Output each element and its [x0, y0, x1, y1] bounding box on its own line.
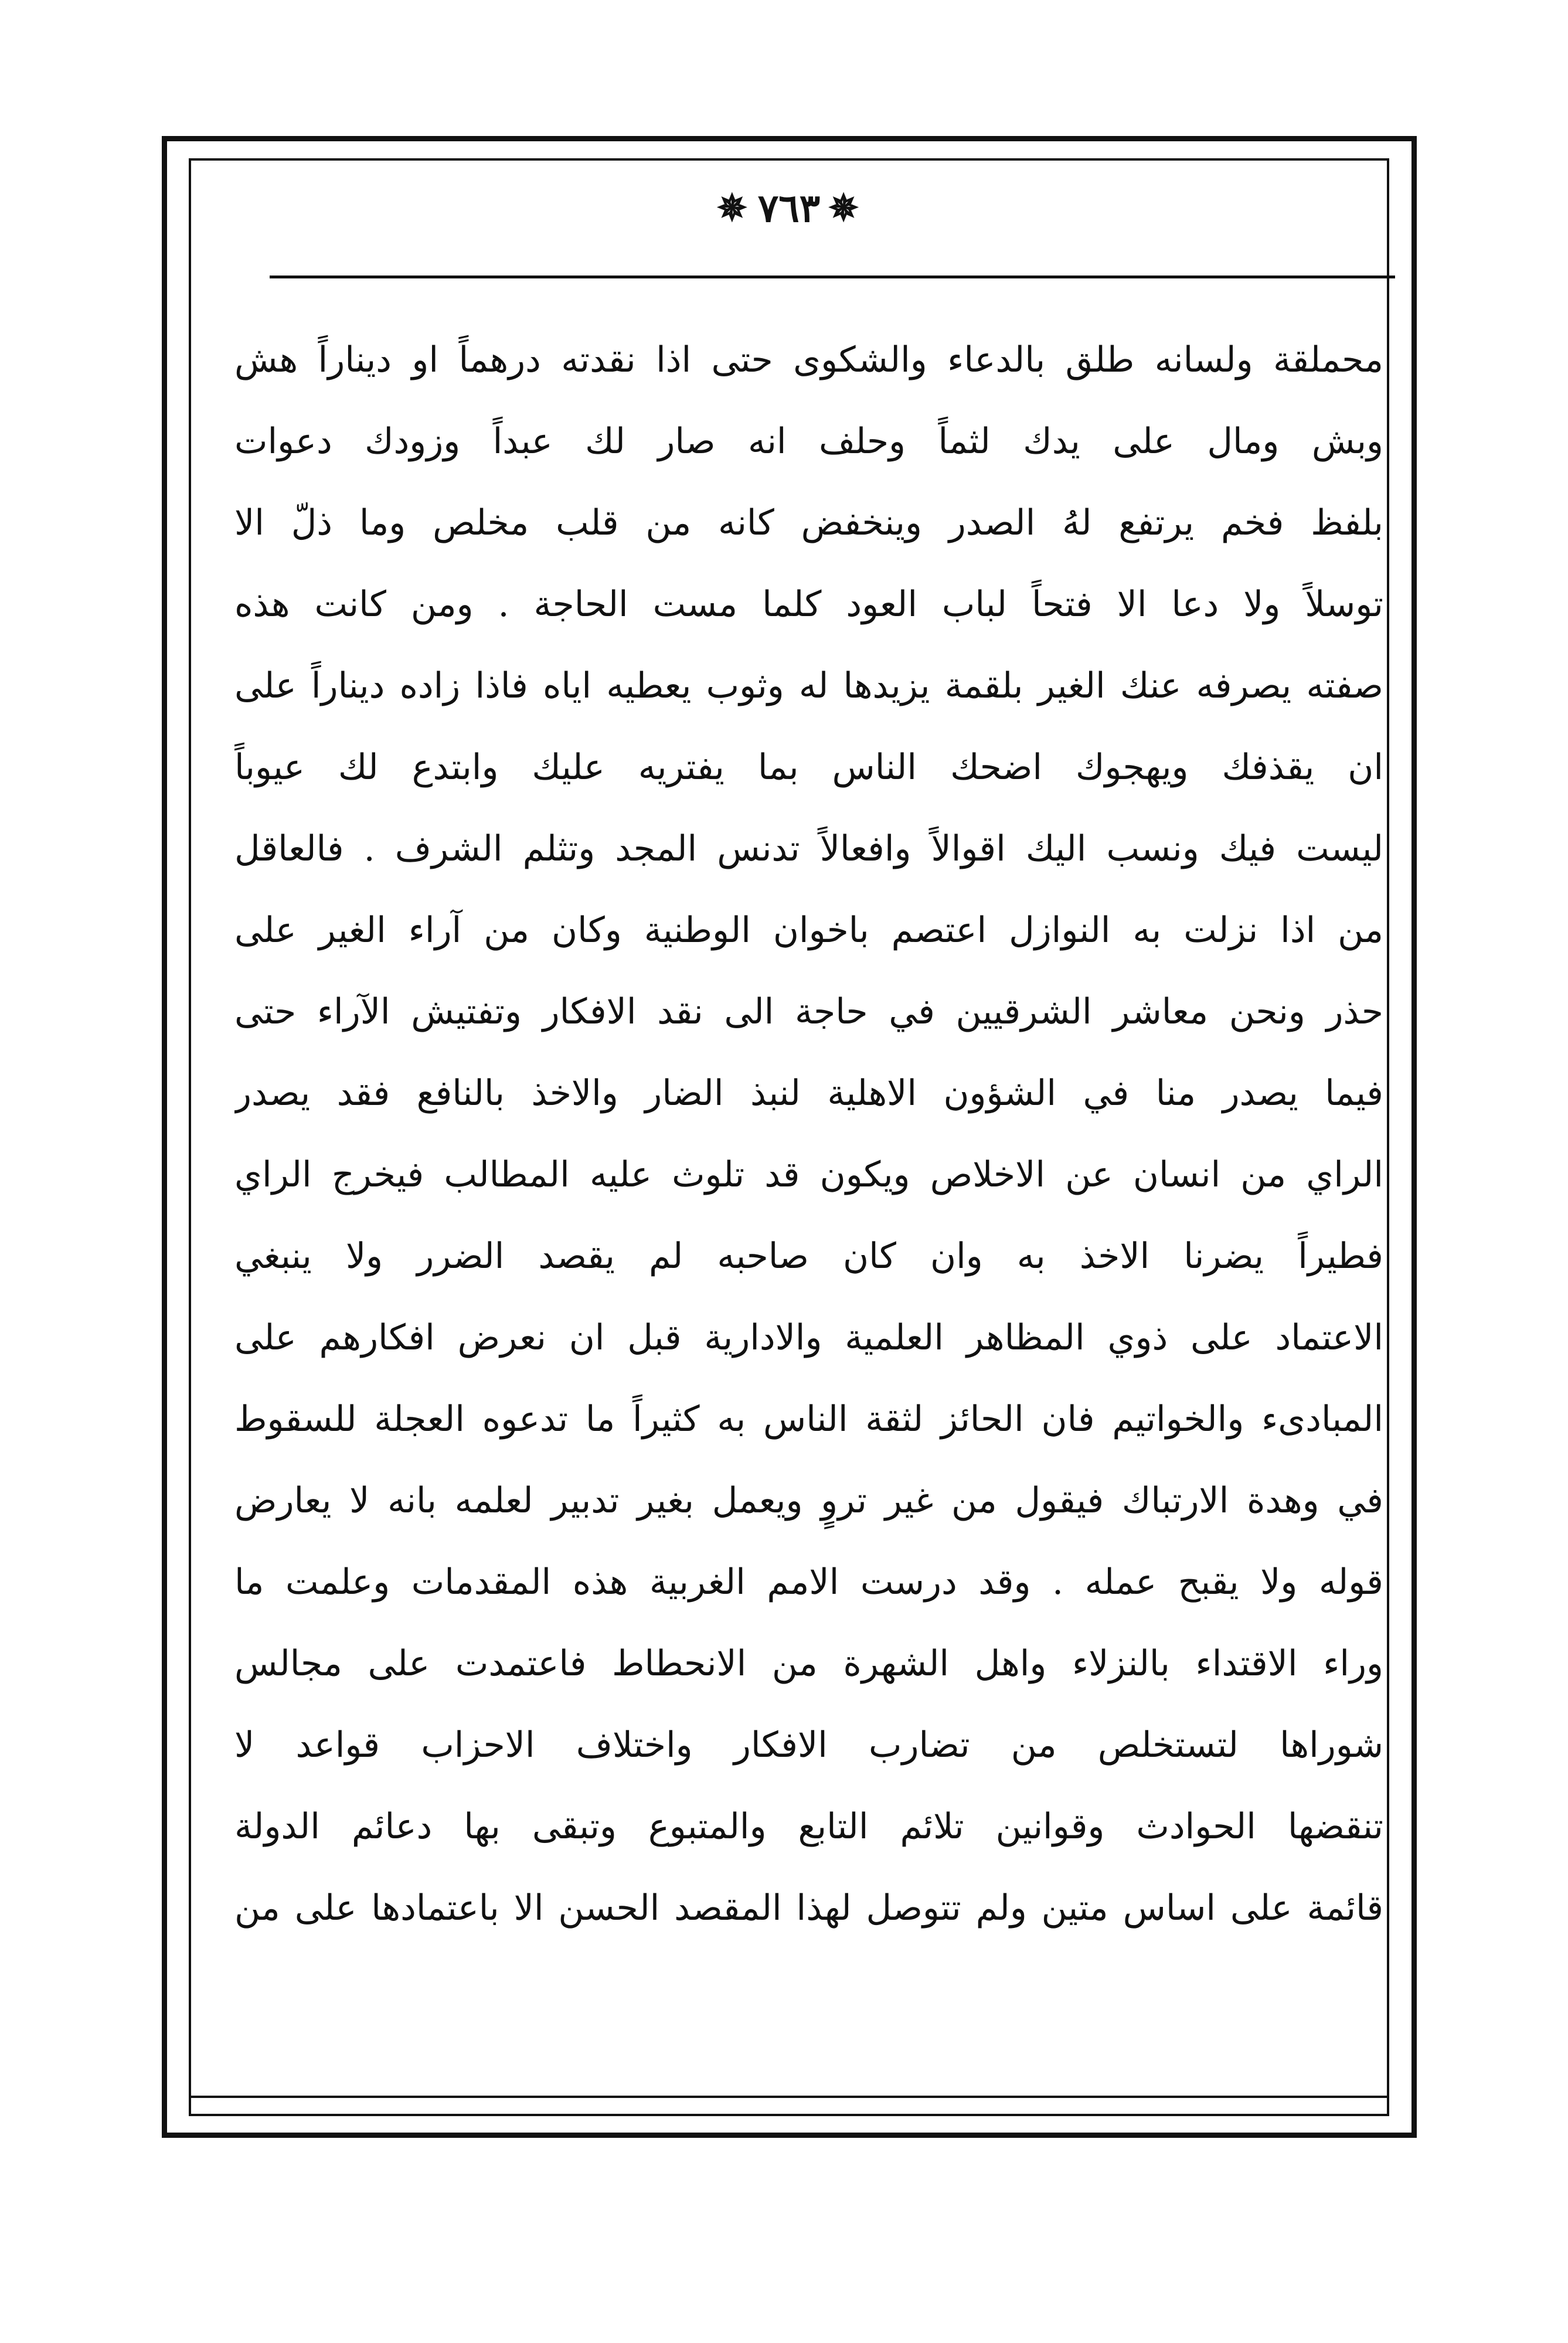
page-number-group — [717, 185, 861, 231]
text-line: حذر ونحن معاشر الشرقيين في حاجة الى نقد الافكار وتفتيش الآراء حتى — [234, 991, 1383, 1032]
header-rule — [270, 276, 1395, 278]
text-line: وبش ومال على يدك لثماً وحلف انه صار لك عبداً وزودك دعوات — [234, 421, 1383, 462]
text-line: في وهدة الارتباك فيقول من غير تروٍ ويعمل بغير تدبير لعلمه بانه لا يعارض — [234, 1480, 1383, 1521]
text-line: فيما يصدر منا في الشؤون الاهلية لنبذ الضار والاخذ بالنافع فقد يصدر — [234, 1073, 1383, 1114]
text-line: قائمة على اساس متين ولم تتوصل لهذا المقصد الحسن الا باعتمادها على من — [234, 1888, 1383, 1929]
text-line: المبادىء والخواتيم فان الحائز لثقة الناس به كثيراً ما تدعوه العجلة للسقوط — [234, 1399, 1383, 1440]
text-line: توسلاً ولا دعا الا فتحاً لباب العود كلما مست الحاجة . ومن كانت هذه — [234, 584, 1383, 625]
text-line: محملقة ولسانه طلق بالدعاء والشكوى حتى اذا نقدته درهماً او ديناراً هش — [234, 339, 1383, 380]
text-line: قوله ولا يقبح عمله . وقد درست الامم الغربية هذه المقدمات وعلمت ما — [234, 1562, 1383, 1603]
text-line: تنقضها الحوادث وقوانين تلائم التابع والمتبوع وتبقى بها دعائم الدولة — [234, 1806, 1383, 1847]
text-line: من اذا نزلت به النوازل اعتصم باخوان الوطنية وكان من آراء الغير على — [234, 910, 1383, 951]
text-line: الراي من انسان عن الاخلاص ويكون قد تلوث عليه المطالب فيخرج الراي — [234, 1154, 1383, 1195]
bottom-rule — [189, 2096, 1389, 2098]
body-text — [234, 319, 1383, 1949]
ornament-left-icon: ✵ — [716, 186, 750, 229]
text-line: فطيراً يضرنا الاخذ به وان كان صاحبه لم يقصد الضرر ولا ينبغي — [234, 1236, 1383, 1277]
text-line: صفته يصرفه عنك الغير بلقمة يزيدها له وثوب يعطيه اياه فاذا زاده ديناراً على — [234, 665, 1383, 706]
page-header — [189, 176, 1389, 240]
ornament-right-icon: ✵ — [828, 186, 862, 229]
text-line: بلفظ فخم يرتفع لهُ الصدر وينخفض كانه من قلب مخلص وما ذلّ الا — [234, 502, 1383, 543]
text-line: وراء الاقتداء بالنزلاء واهل الشهرة من الانحطاط فاعتمدت على مجالس — [234, 1643, 1383, 1684]
text-line: شوراها لتستخلص من تضارب الافكار واختلاف الاحزاب قواعد لا — [234, 1725, 1383, 1766]
text-line: الاعتماد على ذوي المظاهر العلمية والادارية قبل ان نعرض افكارهم على — [234, 1317, 1383, 1358]
text-line: ان يقذفك ويهجوك اضحك الناس بما يفتريه عليك وابتدع لك عيوباً — [234, 747, 1383, 788]
page-number: ٧٦٣ — [757, 185, 821, 231]
text-line: ليست فيك ونسب اليك اقوالاً وافعالاً تدنس المجد وتثلم الشرف . فالعاقل — [234, 828, 1383, 869]
